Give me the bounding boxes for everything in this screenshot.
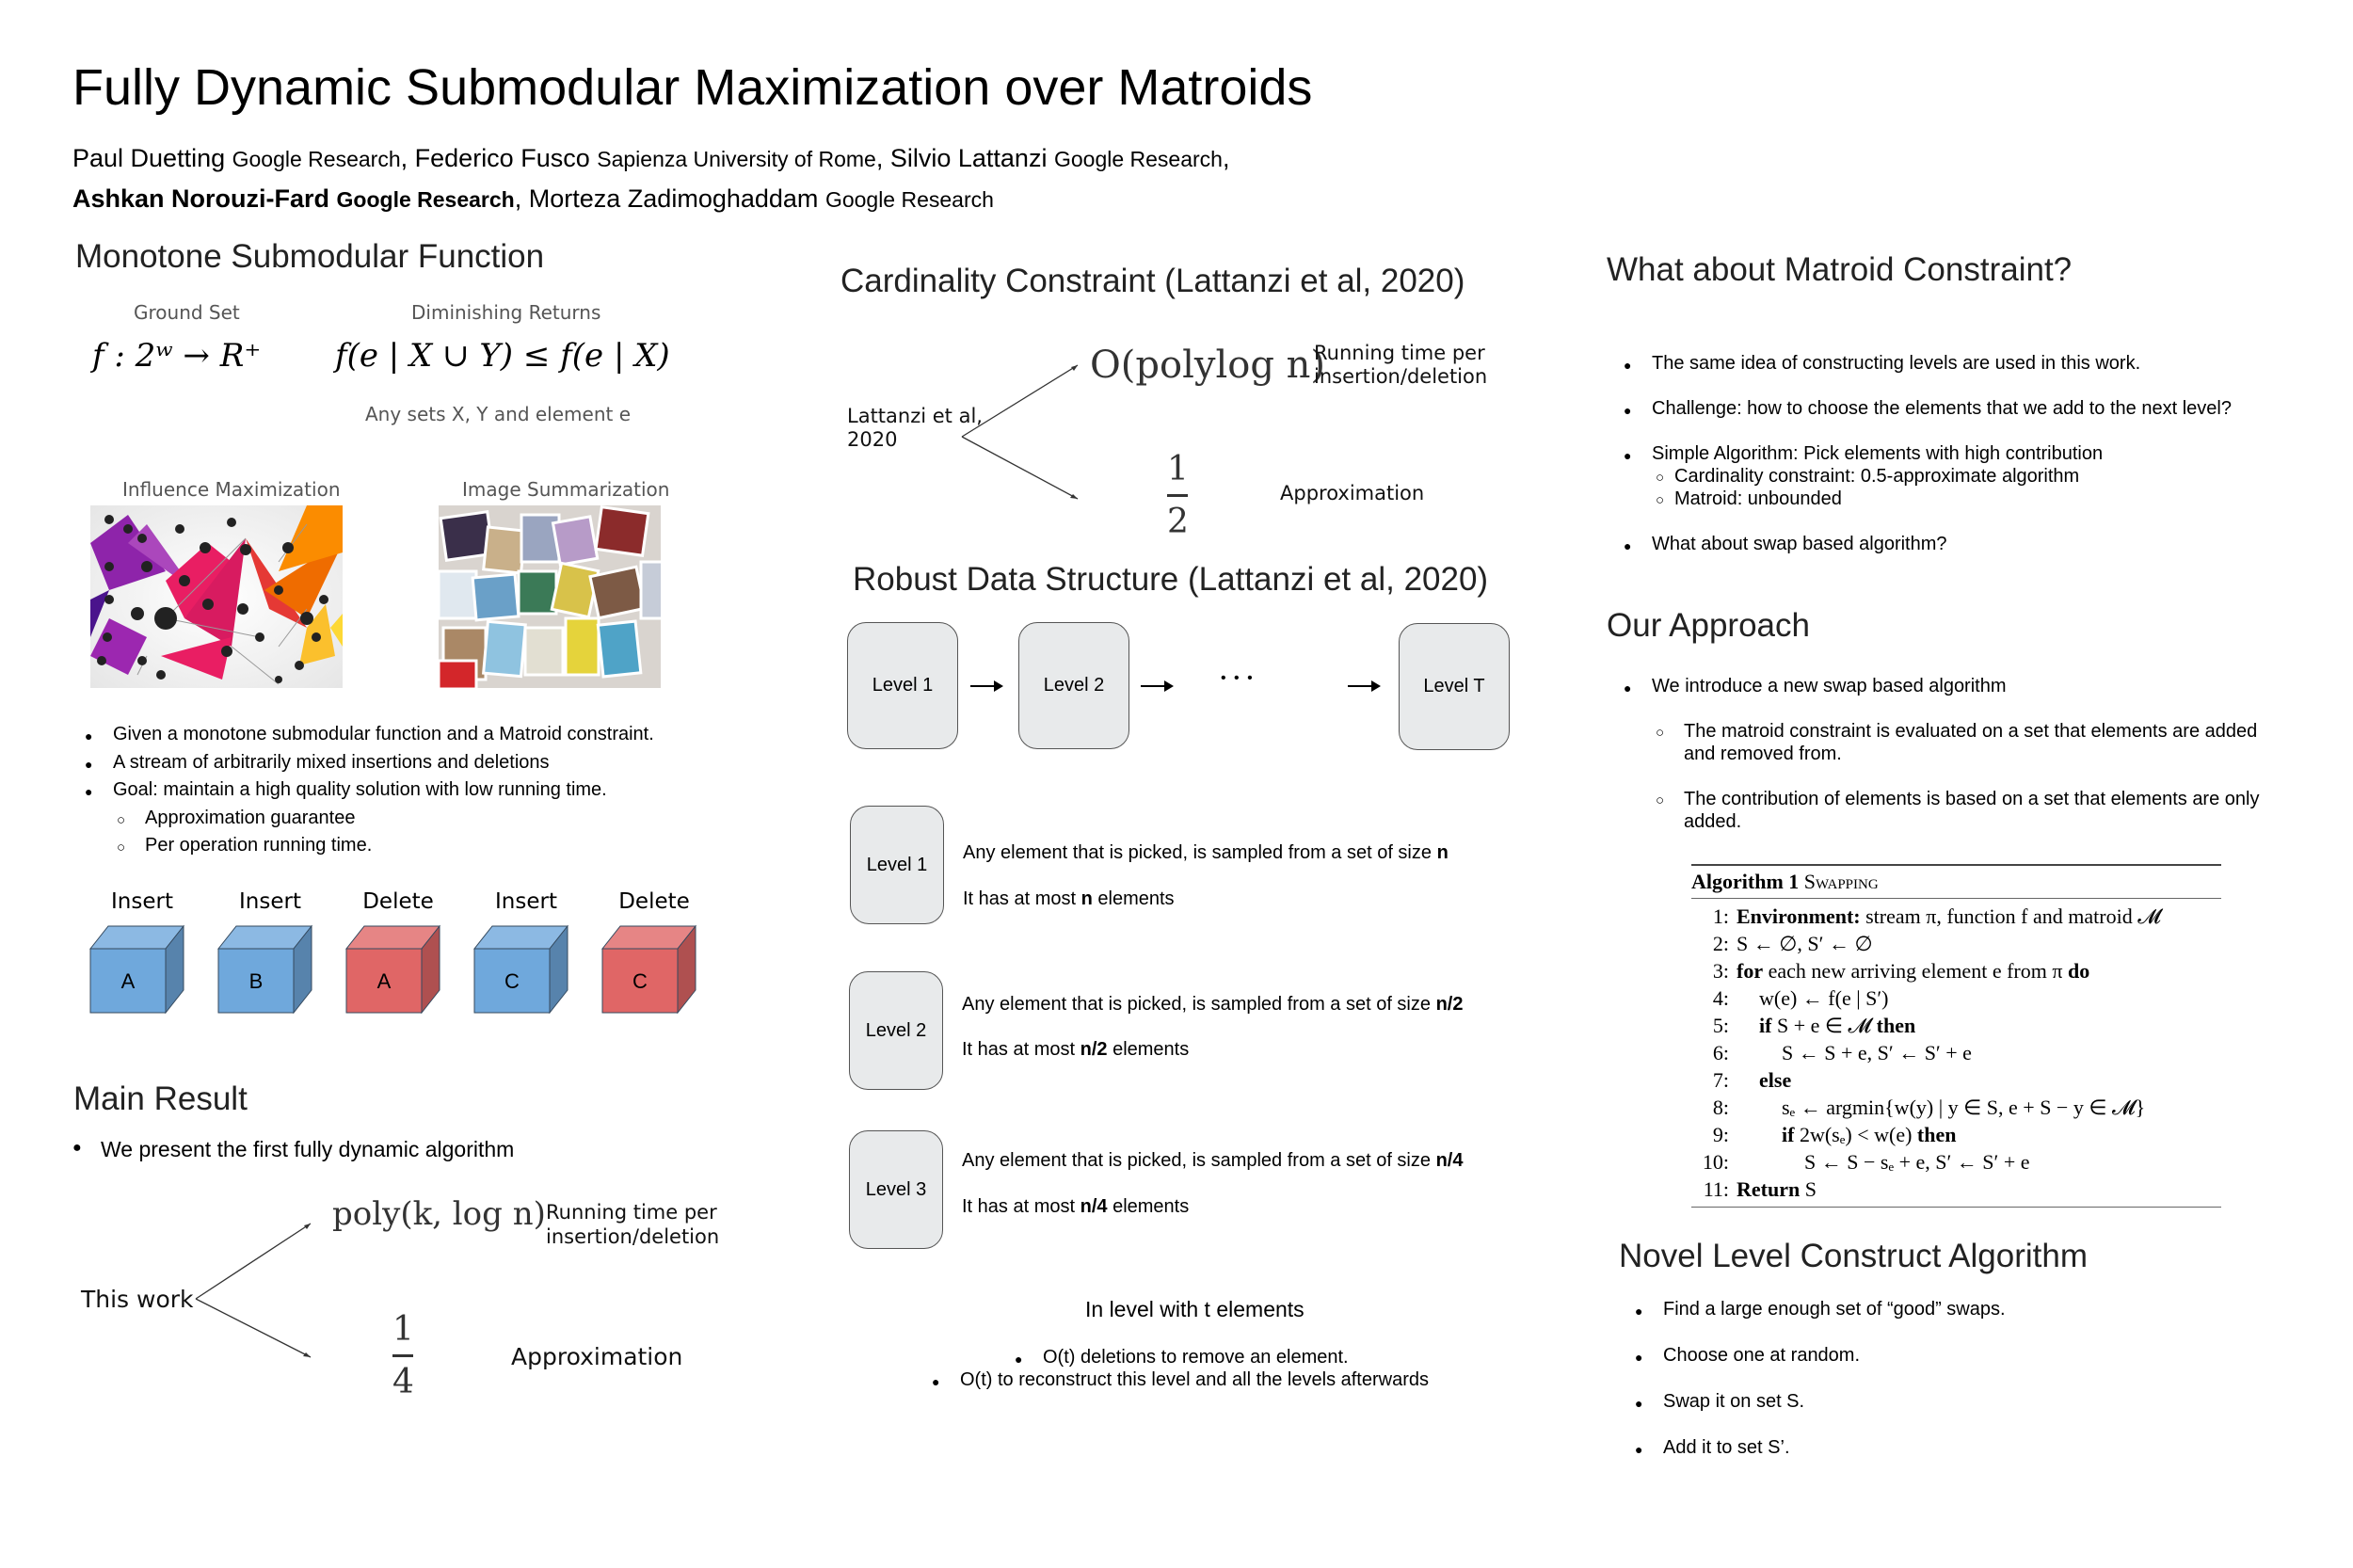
example-label-image: Image Summarization (462, 478, 670, 501)
cardinality-branch-arrows (951, 358, 1092, 508)
operation-label: Delete (618, 889, 690, 914)
cube-item-label: B (248, 969, 264, 993)
keyword: if (1759, 1014, 1772, 1037)
summary-bullet: ● O(t) deletions to remove an element. (1015, 1346, 1349, 1368)
monotone-bullet-list (85, 721, 654, 860)
line-number: 4: (1712, 986, 1729, 1010)
author-affiliation: Sapienza University of Rome (597, 147, 876, 171)
level-chain-box-2: Level 2 (1018, 622, 1129, 749)
bullet-item: ● Simple Algorithm: Pick elements with high contribution (1624, 442, 2232, 465)
level-3-sample-text: Any element that is picked, is sampled from a set of size n/4 (962, 1150, 1464, 1171)
line-number: 1: (1712, 904, 1729, 928)
influence-network-image (90, 505, 343, 688)
main-result-runtime-label: Running time per insertion/deletion (546, 1201, 720, 1248)
cardinality-runtime-formula: O(polylog n) (1090, 344, 1326, 387)
main-result-source: This work (81, 1286, 194, 1313)
level-3-size-text: It has at most n/4 elements (962, 1196, 1190, 1217)
section-heading-matroid: What about Matroid Constraint? (1607, 251, 2073, 288)
author-affiliation: Google Research (232, 147, 401, 171)
operation-label: Delete (362, 889, 434, 914)
line-text: S (1800, 1177, 1817, 1201)
algorithm-line (1691, 930, 2221, 957)
algorithm-line (1691, 957, 2221, 984)
line-number: 6: (1712, 1041, 1729, 1064)
line-number: 11: (1703, 1177, 1729, 1201)
sub-bullet-item: ○ The contribution of elements is based on a set that elements are only added. (1624, 788, 2259, 833)
line-text: S ← S − sₑ + e, S′ ← S′ + e (1804, 1150, 2030, 1174)
cube-icon (601, 924, 705, 1014)
level-2-sample-text: Any element that is picked, is sampled from a set of size n/2 (962, 994, 1464, 1015)
approach-bullet-list (1624, 675, 2259, 833)
line-text: S + e ∈ 𝓜 (1771, 1014, 1877, 1037)
keyword: if (1782, 1123, 1795, 1146)
algorithm-line (1691, 1094, 2221, 1121)
cube-item-label: C (504, 969, 520, 993)
author-affiliation: Google Research (1053, 147, 1223, 171)
operation-label: Insert (239, 889, 301, 914)
author-name: Ashkan Norouzi-Fard (72, 184, 330, 213)
novel-bullet-list (1635, 1298, 2006, 1459)
level-1-size-text: It has at most n elements (963, 888, 1175, 909)
level-box-3: Level 3 (849, 1130, 943, 1249)
bullet-item: ● What about swap based algorithm? (1624, 533, 2232, 555)
ground-set-formula: f : 2ʷ → R⁺ (92, 337, 262, 375)
operation-label: Insert (495, 889, 557, 914)
arrow-right-icon (970, 685, 1001, 687)
algorithm-line (1691, 1039, 2221, 1066)
stream-operation (601, 889, 705, 1012)
example-label-influence: Influence Maximization (122, 478, 341, 501)
operation-label: Insert (111, 889, 173, 914)
bullet-item: ● Choose one at random. (1635, 1344, 2006, 1367)
keyword: then (1876, 1014, 1916, 1037)
level-summary-heading: In level with t elements (1085, 1297, 1305, 1321)
authors-line-1: Paul Duetting Google Research, Federico Fusco Sapienza University of Rome, Silvio Lattanzi Google Research, (72, 144, 1230, 172)
level-box-1: Level 1 (850, 806, 944, 924)
sub-bullet-item: ○ Cardinality constraint: 0.5-approximate algorithm (1624, 465, 2232, 488)
cube-icon (345, 924, 449, 1014)
cube-icon (89, 924, 193, 1014)
bullet-item: ● Challenge: how to choose the elements that we add to the next level? (1624, 397, 2232, 420)
author-name: Federico Fusco (414, 144, 590, 172)
line-text: stream π, function f and matroid 𝓜 (1860, 904, 2161, 928)
algorithm-swapping (1691, 864, 2221, 1208)
bullet-item: ● We introduce a new swap based algorithm (1624, 675, 2259, 697)
stream-operation (345, 889, 449, 1012)
matroid-bullet-list (1624, 352, 2232, 555)
cube-icon (473, 924, 577, 1014)
keyword: Environment: (1737, 904, 1861, 928)
keyword: else (1759, 1068, 1792, 1092)
author-name: Morteza Zadimoghaddam (528, 184, 819, 213)
line-number: 8: (1712, 1096, 1729, 1119)
line-text: w(e) ← f(e | S′) (1759, 986, 1889, 1010)
algorithm-line (1691, 984, 2221, 1012)
keyword: do (2067, 959, 2090, 983)
section-heading-monotone: Monotone Submodular Function (75, 238, 545, 275)
line-text: sₑ ← argmin{w(y) | y ∈ S, e + S − y ∈ 𝓜} (1782, 1096, 2146, 1119)
stream-operation (89, 889, 193, 1012)
bullet-item: ● Given a monotone submodular function and a Matroid constraint. (85, 721, 654, 749)
ground-set-label: Ground Set (134, 301, 240, 324)
poster-title: Fully Dynamic Submodular Maximization over Matroids (72, 59, 1313, 116)
cardinality-runtime-label: Running time per insertion/deletion (1314, 342, 1488, 388)
main-result-branch-arrows (188, 1214, 320, 1365)
arrow-right-icon (1141, 685, 1172, 687)
level-chain-box-1: Level 1 (847, 622, 958, 749)
line-number: 10: (1702, 1150, 1729, 1174)
bullet-item: ● Goal: maintain a high quality solution with low running time. (85, 776, 654, 805)
algorithm-line (1691, 1121, 2221, 1148)
keyword: then (1916, 1123, 1957, 1146)
algorithm-title: Algorithm 1 Swapping (1691, 870, 1879, 893)
main-result-runtime-formula: poly(k, log n) (332, 1195, 546, 1233)
stream-operation (473, 889, 577, 1012)
operation-stream (89, 889, 711, 1012)
line-text: 2w(sₑ) < w(e) (1794, 1123, 1917, 1146)
sub-bullet-item: ○ Approximation guarantee (85, 805, 654, 833)
algorithm-line (1691, 1012, 2221, 1039)
stamp-collage-image (439, 505, 661, 688)
line-number: 5: (1712, 1014, 1729, 1037)
cardinality-source: Lattanzi et al, 2020 (847, 405, 983, 451)
arrow-right-icon (1348, 685, 1379, 687)
author-affiliation: Google Research (824, 187, 994, 212)
line-number: 3: (1712, 959, 1729, 983)
cube-item-label: A (376, 969, 392, 993)
cube-item-label: C (632, 969, 648, 993)
diminishing-returns-formula: f(e | X ∪ Y) ≤ f(e | X) (335, 337, 670, 375)
bullet-item: ● Swap it on set S. (1635, 1390, 2006, 1413)
bullet-item: ● Find a large enough set of “good” swaps. (1635, 1298, 2006, 1320)
cube-icon (217, 924, 321, 1014)
main-result-approx-label: Approximation (511, 1343, 683, 1370)
section-heading-main-result: Main Result (73, 1080, 248, 1117)
author-name: Paul Duetting (72, 144, 226, 172)
section-heading-approach: Our Approach (1607, 607, 1810, 644)
line-number: 2: (1712, 932, 1729, 955)
bullet-item: ● Add it to set S’. (1635, 1436, 2006, 1459)
cardinality-approx-label: Approximation (1280, 482, 1425, 504)
diminishing-returns-note: Any sets X, Y and element e (365, 403, 632, 425)
author-affiliation: Google Research (336, 187, 515, 212)
main-result-approx-fraction: 1 4 (392, 1310, 414, 1401)
level-1-sample-text: Any element that is picked, is sampled from a set of size n (963, 842, 1449, 863)
author-name: Silvio Lattanzi (889, 144, 1048, 172)
level-chain-box-t: Level T (1399, 623, 1510, 750)
line-text: S ← S + e, S′ ← S′ + e (1782, 1041, 1972, 1064)
level-2-size-text: It has at most n/2 elements (962, 1039, 1190, 1060)
sub-bullet-item: ○ The matroid constraint is evaluated on a set that elements are added and removed from. (1624, 720, 2259, 765)
bullet-item: ● A stream of arbitrarily mixed insertions and deletions (85, 749, 654, 777)
algorithm-line (1691, 1176, 2221, 1203)
diminishing-returns-label: Diminishing Returns (411, 301, 601, 324)
algorithm-line (1691, 903, 2221, 930)
bullet-item: ● The same idea of constructing levels are used in this work. (1624, 352, 2232, 375)
authors-line-2: Ashkan Norouzi-Fard Google Research, Morteza Zadimoghaddam Google Research (72, 184, 994, 213)
ellipsis: • • • (1221, 670, 1255, 686)
cube-item-label: A (120, 969, 136, 993)
line-number: 7: (1712, 1068, 1729, 1092)
line-text: each new arriving element e from π (1763, 959, 2068, 983)
line-number: 9: (1712, 1123, 1729, 1146)
line-text: S ← ∅, S′ ← ∅ (1737, 932, 1873, 955)
sub-bullet-item: ○ Matroid: unbounded (1624, 488, 2232, 510)
main-result-bullet: ● We present the first fully dynamic algorithm (72, 1137, 514, 1162)
sub-bullet-item: ○ Per operation running time. (85, 832, 654, 860)
stream-operation (217, 889, 321, 1012)
summary-bullet: ● O(t) to reconstruct this level and all the levels afterwards (932, 1368, 1429, 1391)
section-heading-novel: Novel Level Construct Algorithm (1619, 1238, 2088, 1274)
algorithm-line (1691, 1148, 2221, 1176)
algorithm-line (1691, 1066, 2221, 1094)
cardinality-approx-fraction: 1 2 (1167, 450, 1189, 541)
keyword: Return (1737, 1177, 1801, 1201)
level-box-2: Level 2 (849, 971, 943, 1090)
section-heading-robust: Robust Data Structure (Lattanzi et al, 2020) (853, 561, 1489, 598)
section-heading-cardinality: Cardinality Constraint (Lattanzi et al, 2020) (840, 263, 1465, 299)
keyword: for (1737, 959, 1764, 983)
